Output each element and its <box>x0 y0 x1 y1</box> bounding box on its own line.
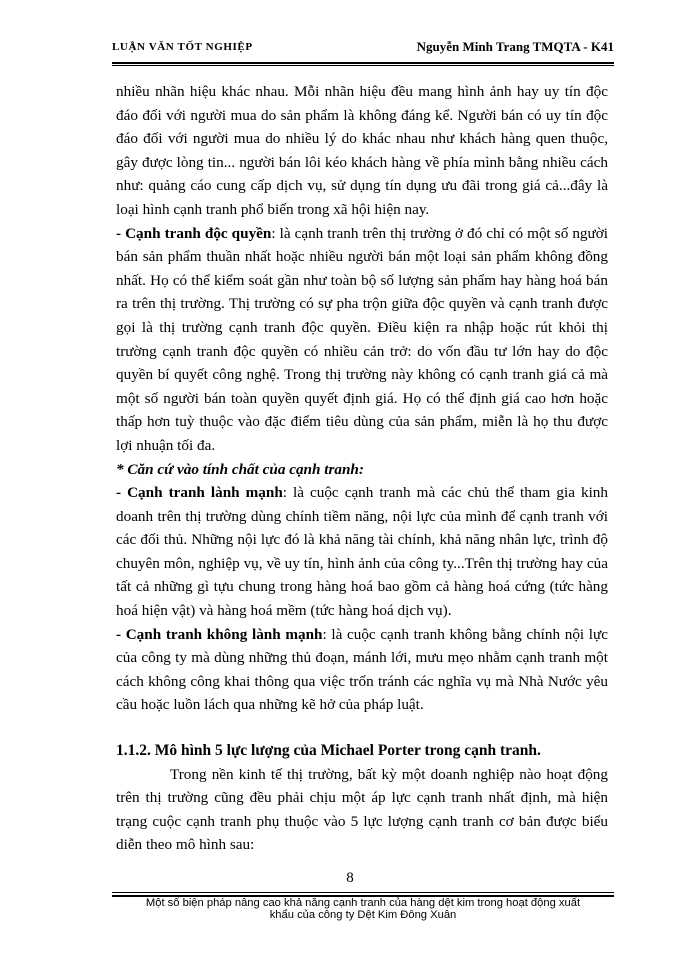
header-rule <box>112 62 614 64</box>
bullet-text: : là cuộc cạnh tranh không bằng chính nội lực của công ty mà dùng những thủ đoạn, mánh lới, mưu mẹo nhằm cạnh tranh một cách không công khai thông qua việc trốn tránh các nghĩa vụ mà Nhà Nước yêu cầu hoặc luồn lách qua những kẽ hở của pháp luật. <box>116 625 608 714</box>
bullet-unfair-competition <box>116 623 608 717</box>
bullet-dash: - <box>116 625 126 643</box>
page-number: 8 <box>346 870 354 886</box>
criteria-heading: * Căn cứ vào tính chất của cạnh tranh: <box>116 460 364 478</box>
bullet-dash: - <box>116 484 128 502</box>
term-unfair-competition: Cạnh tranh không lành mạnh <box>125 625 323 643</box>
term-monopolistic-competition: Cạnh tranh độc quyền <box>125 224 272 242</box>
thesis-label: LUẬN VĂN TỐT NGHIỆP <box>112 41 253 53</box>
bullet-text: : là cạnh tranh trên thị trường ở đó chỉ có một số người bán sản phẩm thuần nhất hoặc nhiều người bán một loại sản phẩm không đồng nhất. Họ có thể kiểm soát gần như toàn bộ số lượng sản phẩm hay hàng hoá bán ra trên thị trường. Thị trường có sự pha trộn giữa độc quyền và cạnh tranh được gọi là thị trường cạnh tranh độc quyền. Điều kiện ra nhập hoặc rút khỏi thị trường cạnh tranh độc quyền có nhiều cản trở: do vốn đầu tư lớn hay do độc quyền bí quyết công nghệ. Trong thị trường này không có cạnh tranh giá cả mà một số người bán toàn quyền quyết định giá. Họ có thể định giá cao hơn hoặc thấp hơn tuỳ thuộc vào đặc điểm tiêu dùng của sản phẩm, miễn là họ thu được lợi nhuận tối đa. <box>116 224 608 454</box>
author-label: Nguyễn Minh Trang TMQTA - K41 <box>416 39 614 54</box>
footer-rule-thin <box>112 892 614 893</box>
term-fair-competition: Cạnh tranh lành mạnh <box>127 484 283 502</box>
page-footer <box>112 897 614 921</box>
bullet-dash: - <box>116 224 126 242</box>
paragraph-porter-intro: Trong nền kinh tế thị trường, bất kỳ một doanh nghiệp nào hoạt động trên thị trường cũng đều phải chịu một áp lực cạnh tranh nhất định, mà hiện trạng cuộc cạnh tranh phụ thuộc vào 5 lực lượng cạnh tranh cơ bản được biểu diễn theo mô hình sau: <box>116 765 608 854</box>
header-rule-thin <box>112 65 614 66</box>
page-header <box>112 38 614 60</box>
bullet-monopolistic-competition <box>116 222 608 458</box>
footer-line-1: Một số biện pháp nâng cao khả năng cạnh tranh của hàng dệt kim trong hoạt động xuất <box>145 897 581 909</box>
section-title: 1.1.2. Mô hình 5 lực lượng của Michael Porter trong cạnh tranh. <box>116 742 541 760</box>
bullet-text: : là cuộc cạnh tranh mà các chủ thể tham gia kinh doanh trên thị trường dùng chính tiềm năng, nội lực của mình để cạnh tranh với các đối thủ. Những nội lực đó là khả năng tài chính, khả năng nhân lực, trình độ chuyên môn, nghiệp vụ, về uy tín, hình ảnh của công ty...Trên thị trường hay của tất cả những gì tựu chung trong hàng hoá bao gồm cả hàng hoá cứng (tức hàng hoá hiện vật) và hàng hoá mềm (tức hàng hoá dịch vụ). <box>116 484 608 620</box>
bullet-fair-competition <box>116 481 608 623</box>
footer-line-2: khẩu của công ty Dệt Kim Đông Xuân <box>269 909 457 921</box>
paragraph-intro: nhiều nhãn hiệu khác nhau. Mỗi nhãn hiệu đều mang hình ảnh hay uy tín độc đáo đối với người mua do sản phẩm là không đáng kể. Người bán có uy tín độc đáo đối với người mua do nhiều lý do khác nhau như khách hàng quen thuộc, gây được lòng tin... người bán lôi kéo khách hàng về phía mình bằng nhiều cách như: quảng cáo cung cấp dịch vụ, sử dụng tín dụng ưu đãi trong giá cả...đây là loại hình cạnh tranh phổ biến trong xã hội hiện nay. <box>116 83 608 218</box>
page-body <box>116 80 608 857</box>
